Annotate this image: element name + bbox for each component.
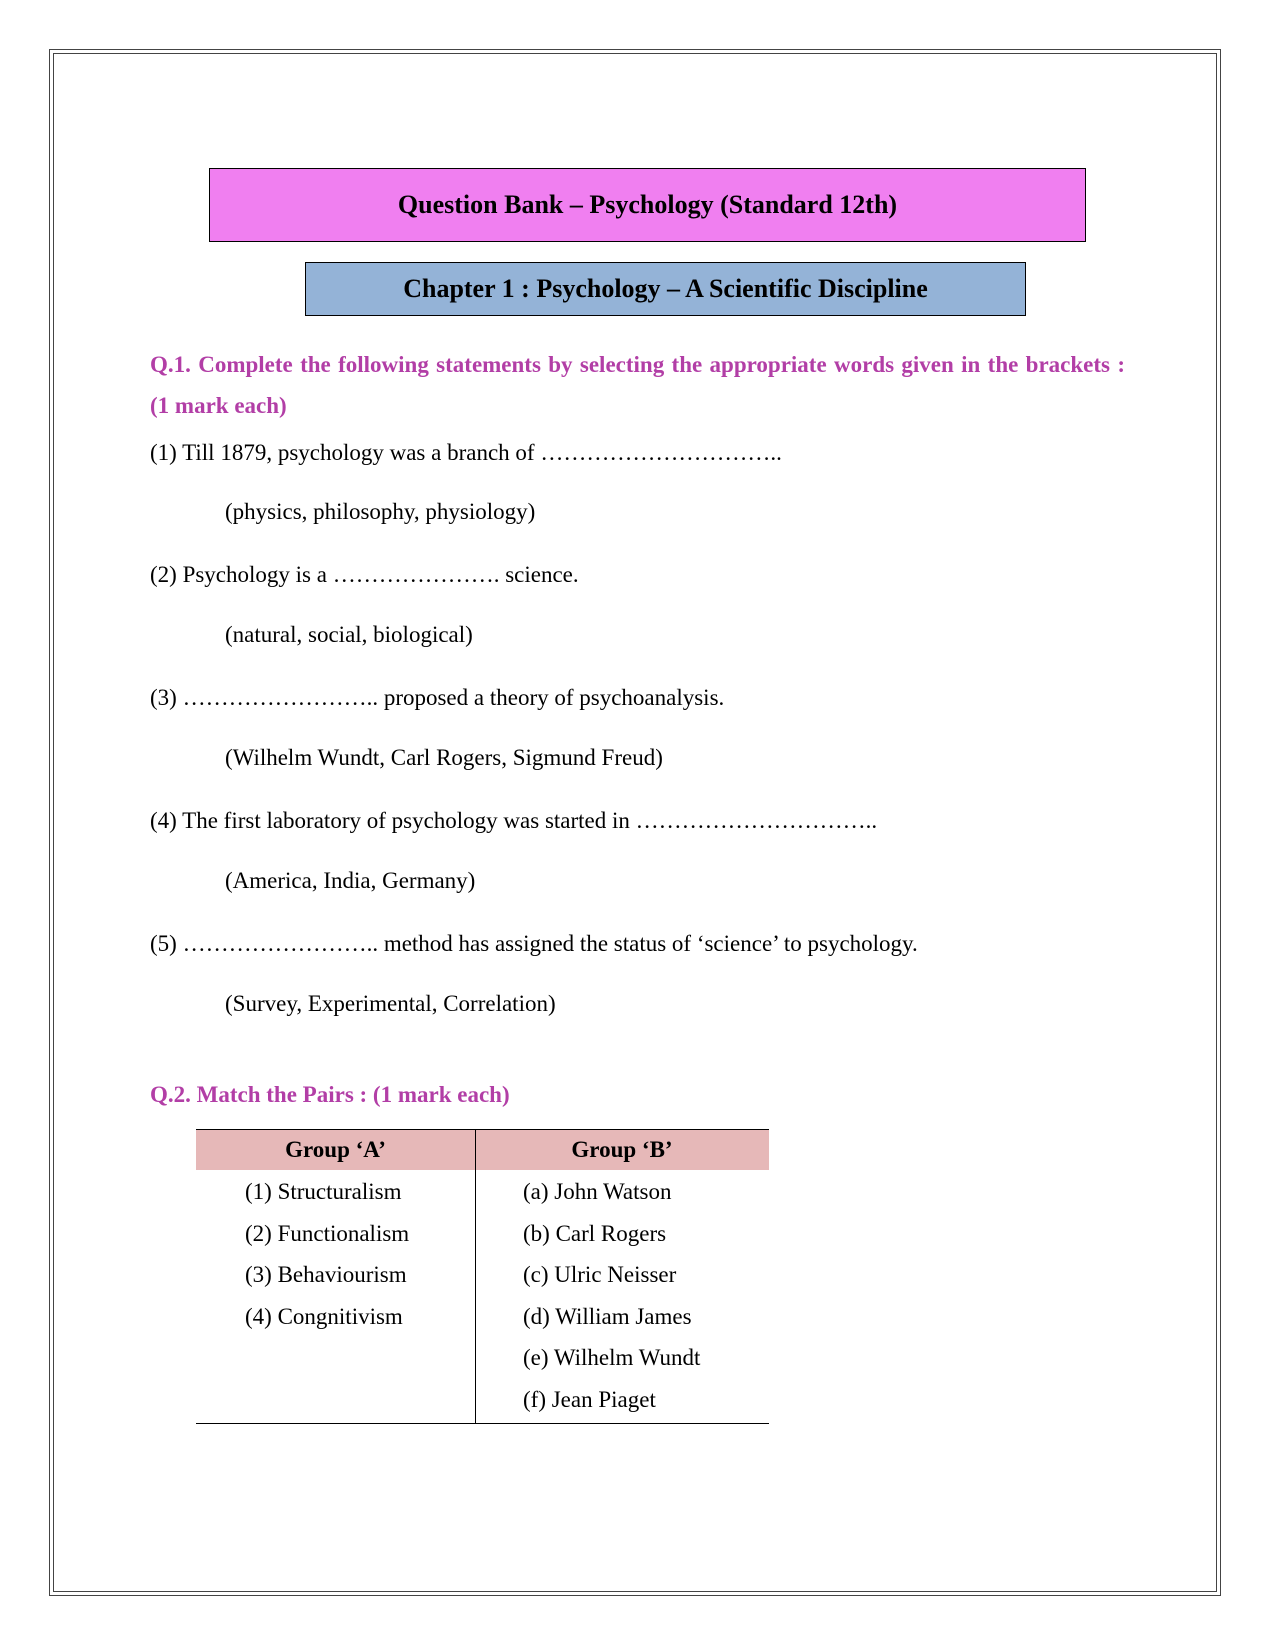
group-a-list xyxy=(245,1177,409,1343)
q1-heading: Q.1. Complete the following statements by selecting the appropriate words given in the brackets : (1 mark each) xyxy=(150,352,1125,418)
group-b-item: (e) Wilhelm Wundt xyxy=(523,1345,701,1370)
document-title: Question Bank – Psychology (Standard 12th) xyxy=(209,168,1086,242)
group-a-item: (2) Functionalism xyxy=(245,1220,410,1246)
chapter-title: Chapter 1 : Psychology – A Scientific Discipline xyxy=(305,262,1026,316)
group-b-item: (f) Jean Piaget xyxy=(523,1386,656,1412)
group-b-item: (b) Carl Rogers xyxy=(523,1220,667,1246)
q2-heading: Q.2. Match the Pairs : (1 mark each) xyxy=(150,1082,510,1107)
statement-5-options: (Survey, Experimental, Correlation) xyxy=(225,991,556,1016)
group-a-item: (1) Structuralism xyxy=(245,1179,402,1204)
group-a-item: (3) Behaviourism xyxy=(245,1262,407,1287)
group-b-item: (c) Ulric Neisser xyxy=(523,1262,677,1287)
column-divider xyxy=(475,1129,476,1424)
statement-2-options: (natural, social, biological) xyxy=(225,622,473,647)
group-b-header: Group ‘B’ xyxy=(475,1129,769,1170)
statement-3: (3) …………………….. proposed a theory of psychoanalysis. xyxy=(150,685,725,710)
statement-1-options: (physics, philosophy, physiology) xyxy=(225,499,536,524)
statement-4-options: (America, India, Germany) xyxy=(225,868,476,893)
statement-4: (4) The first laboratory of psychology was started in ………………………….. xyxy=(150,808,878,833)
statement-3-options: (Wilhelm Wundt, Carl Rogers, Sigmund Freud) xyxy=(225,745,663,770)
group-a-item: (4) Congnitivism xyxy=(245,1303,403,1329)
group-a-header: Group ‘A’ xyxy=(196,1129,475,1170)
statement-1: (1) Till 1879, psychology was a branch of ………………………….. xyxy=(150,440,782,465)
group-b-item: (a) John Watson xyxy=(523,1179,672,1204)
group-b-list xyxy=(523,1177,700,1426)
statement-2: (2) Psychology is a …………………. science. xyxy=(150,562,579,587)
group-b-item: (d) William James xyxy=(523,1303,692,1329)
statement-5: (5) …………………….. method has assigned the status of ‘science’ to psychology. xyxy=(150,931,918,956)
match-pairs-table xyxy=(196,1129,769,1424)
